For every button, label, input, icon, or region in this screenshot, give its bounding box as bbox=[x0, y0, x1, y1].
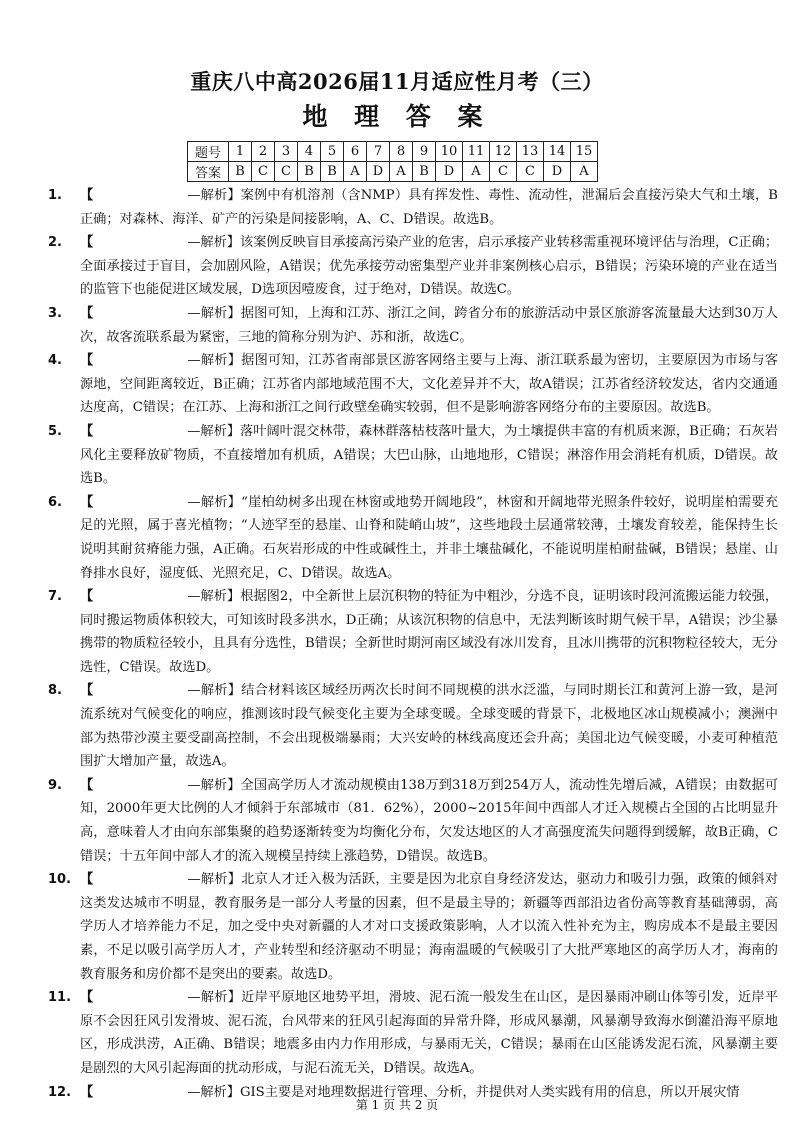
item-bracket: 【 bbox=[80, 872, 94, 888]
answer-cell: B bbox=[298, 162, 321, 182]
answer-table-answer-row bbox=[188, 162, 598, 182]
question-number-cell: 10 bbox=[436, 142, 463, 162]
page-title: 重庆八中高2026届11月适应性月考（三） bbox=[190, 69, 604, 94]
item-bracket: 【 bbox=[80, 990, 94, 1006]
item-tag: —解析】 bbox=[187, 1084, 240, 1100]
item-text: 据图可知，上海和江苏、浙江之间，跨省分布的旅游活动中景区旅游客流量最大达到30万人次，故客流联系最为紧密，三地的简称分别为沪、苏和浙，故选C。 bbox=[80, 305, 779, 345]
explanation-item bbox=[48, 349, 778, 420]
item-number: 4. bbox=[48, 353, 62, 369]
item-number: 3. bbox=[48, 305, 62, 321]
item-text: 全国高学历人才流动规模由138万到318万到254万人，流动性先增后减，A错误；由数据可知，2000年更大比例的人才倾斜于东部城市（81．62%），2000~2015年间中西部人才迁入规模占全国的占比明显升高，意味着人才由向东部集聚的趋势逐渐转变为均衡化分布，欠发达地区的人才高强度流失问题得到缓解，故B正确，C错误；十五年间中部人才的流入规模呈持续上涨趋势，D错误。故选B。 bbox=[80, 777, 779, 864]
explanation-item bbox=[48, 420, 778, 491]
item-text: 根据图2，中全新世上层沉积物的特征为中粗沙，分选不良，证明该时段河流搬运能力较强，同时搬运物质体积较大，可知该时段多洪水，D正确；从该沉积物的信息中，无法判断该时期气候干旱，A错误；沙尘暴携带的物质粒径较小，且具有分选性，B错误；全新世时期河南区域没有冰川发育，且冰川携带的沉积物粒径较大，无分选性，C错误。故选D。 bbox=[80, 589, 779, 675]
page-footer: 第 1 页 共 2 页 bbox=[355, 1098, 439, 1112]
question-number-cell: 3 bbox=[275, 142, 298, 162]
item-tag: —解析】 bbox=[187, 872, 242, 888]
page-subtitle: 地 理 答 案 bbox=[302, 102, 492, 131]
item-bracket: 【 bbox=[80, 353, 94, 369]
item-number: 8. bbox=[48, 683, 62, 699]
item-bracket: 【 bbox=[80, 494, 94, 510]
answer-cell: A bbox=[463, 162, 490, 182]
item-number: 2. bbox=[48, 235, 62, 251]
question-number-cell: 5 bbox=[321, 142, 344, 162]
question-number-cell: 11 bbox=[463, 142, 490, 162]
item-tag: —解析】 bbox=[187, 683, 242, 699]
answer-cell: A bbox=[390, 162, 413, 182]
explanation-item bbox=[48, 302, 778, 349]
explanation-list bbox=[48, 184, 778, 1104]
question-number-cell: 4 bbox=[298, 142, 321, 162]
item-number: 9. bbox=[48, 777, 62, 793]
question-number-cell: 14 bbox=[544, 142, 571, 162]
item-tag: —解析】 bbox=[187, 235, 240, 251]
item-number: 7. bbox=[48, 589, 62, 605]
explanation-item bbox=[48, 868, 778, 986]
item-text: 落叶阔叶混交林带，森林群落枯枝落叶量大，为土壤提供丰富的有机质来源，B正确；石灰岩风化主要释放矿物质，不直接增加有机质，A错误；大巴山脉，山地地形，C错误；淋溶作用会消耗有机质，D错误。故选B。 bbox=[80, 423, 779, 487]
answer-table-row-label: 答案 bbox=[188, 162, 229, 182]
item-bracket: 【 bbox=[80, 235, 94, 251]
item-number: 12. bbox=[48, 1084, 72, 1100]
item-tag: —解析】 bbox=[187, 777, 241, 793]
item-bracket: 【 bbox=[80, 305, 94, 321]
question-number-cell: 8 bbox=[390, 142, 413, 162]
item-tag: —解析】 bbox=[187, 188, 241, 203]
item-bracket: 【 bbox=[80, 1084, 94, 1100]
item-number: 5. bbox=[48, 423, 62, 439]
answer-cell: A bbox=[344, 162, 367, 182]
question-number-cell: 15 bbox=[571, 142, 598, 162]
item-text: 北京人才迁入极为活跃，主要是因为北京自身经济发达，驱动力和吸引力强，政策的倾斜对这类发达城市不明显，教育服务是一部分人考量的因素，但不是最主导的；新疆等西部沿边省份高等教育基础薄弱，高学历人才培养能力不足，加之受中央对新疆的人才对口支援政策影响，人才以流入性补充为主，购房成本不是最主要因素，不足以吸引高学历人才，产业转型和经济驱动不明显；海南温暖的气候吸引了大批严寒地区的高学历人才，海南的教育服务和房价都不是突出的要素。故选D。 bbox=[80, 872, 779, 982]
item-text: 近岸平原地区地势平坦，滑坡、泥石流一般发生在山区，是因暴雨冲刷山体等引发，近岸平原不会因狂风引发滑坡、泥石流，台风带来的狂风引起海面的异常升降，形成风暴潮，风暴潮导致海水倒灌沿海平原地区，形成洪涝，A正确、B错误；地震多由内力作用形成，与暴雨无关，C错误；暴雨在山区能诱发泥石流，风暴潮主要是剧烈的大风引起海面的扰动形成，与泥石流无关，D错误。故选A。 bbox=[80, 990, 779, 1076]
item-number: 10. bbox=[48, 872, 72, 888]
item-bracket: 【 bbox=[80, 683, 94, 699]
question-number-cell: 9 bbox=[413, 142, 436, 162]
answer-cell: C bbox=[275, 162, 298, 182]
answer-cell: B bbox=[321, 162, 344, 182]
explanation-item bbox=[48, 986, 778, 1080]
item-bracket: 【 bbox=[80, 423, 94, 439]
item-tag: —解析】 bbox=[187, 494, 242, 510]
answer-cell: B bbox=[413, 162, 436, 182]
answer-cell: C bbox=[490, 162, 517, 182]
item-text: 结合材料该区域经历两次长时间不同规模的洪水泛滥，与同时期长江和黄河上游一致，是河流系统对气候变化的响应，推测该时段气候变化主要为全球变暖。全球变暖的背景下，北极地区冰山规模减小；澳洲中部为热带沙漠主要受副高控制，不会出现极端暴雨；大兴安岭的林线高度还会升高；美国北边气候变暖，小麦可种植范围扩大增加产量，故选A。 bbox=[80, 683, 779, 770]
answer-cell: D bbox=[544, 162, 571, 182]
question-number-cell: 1 bbox=[229, 142, 252, 162]
explanation-item bbox=[48, 774, 778, 868]
answer-table bbox=[187, 141, 598, 182]
question-number-cell: 2 bbox=[252, 142, 275, 162]
item-text: 案例中有机溶剂（含NMP）具有挥发性、毒性、流动性，泄漏后会直接污染大气和土壤，B正确；对森林、海洋、矿产的污染是间接影响，A、C、D错误。故选B。 bbox=[80, 188, 779, 227]
answer-cell: B bbox=[229, 162, 252, 182]
answer-table-row-label: 题号 bbox=[188, 142, 229, 162]
answer-cell: C bbox=[517, 162, 544, 182]
explanation-item bbox=[48, 491, 778, 585]
answer-cell: D bbox=[367, 162, 390, 182]
explanation-item bbox=[48, 679, 778, 773]
item-number: 1. bbox=[48, 188, 62, 203]
answer-cell: C bbox=[252, 162, 275, 182]
item-bracket: 【 bbox=[80, 777, 94, 793]
answer-cell: A bbox=[571, 162, 598, 182]
item-bracket: 【 bbox=[80, 188, 94, 203]
item-bracket: 【 bbox=[80, 589, 94, 605]
item-number: 11. bbox=[48, 990, 72, 1006]
answer-cell: D bbox=[436, 162, 463, 182]
question-number-cell: 7 bbox=[367, 142, 390, 162]
question-number-cell: 12 bbox=[490, 142, 517, 162]
item-tag: —解析】 bbox=[187, 589, 241, 605]
item-tag: —解析】 bbox=[187, 990, 242, 1006]
item-text: GIS主要是对地理数据进行管理、分析，并提供对人类实践有用的信息，所以开展灾情 bbox=[239, 1084, 740, 1100]
item-text: 据图可知，江苏省南部景区游客网络主要与上海、浙江联系最为密切，主要原因为市场与客源地，空间距离较近，B正确；江苏省内部地域范围不大，文化差异并不大，故A错误；江苏省经济较发达，省内交通通达度高，C错误；在江苏、上海和浙江之间行政壁垒确实较弱，但不是影响游客网络分布的主要原因。故选B。 bbox=[80, 353, 779, 416]
item-tag: —解析】 bbox=[187, 305, 241, 321]
question-number-cell: 6 bbox=[344, 142, 367, 162]
explanation-item bbox=[48, 585, 778, 679]
item-tag: —解析】 bbox=[187, 423, 241, 439]
item-text: “崖柏幼树多出现在林窗或地势开阔地段”，林窗和开阔地带光照条件较好，说明崖柏需要充足的光照，属于喜光植物；“人迹罕至的悬崖、山脊和陡峭山坡”，这些地段土层通常较薄，土壤发育较差，能保持生长说明其耐贫瘠能力强，A正确。石灰岩形成的中性或碱性土，并非土壤盐碱化，不能说明崖柏耐盐碱，B错误；悬崖、山脊排水良好，湿度低、光照充足，C、D错误。故选A。 bbox=[80, 494, 779, 581]
item-text: 该案例反映盲目承接高污染产业的危害，启示承接产业转移需重视环境评估与治理，C正确；全面承接过于盲目，会加剧风险，A错误；优先承接劳动密集型产业并非案例核心启示，B错误；污染环境的产业在适当的监管下也能促进区域发展，D选项因噎废食，过于绝对，D错误。故选C。 bbox=[80, 235, 779, 298]
answer-table-number-row bbox=[188, 142, 598, 162]
item-tag: —解析】 bbox=[187, 353, 242, 369]
question-number-cell: 13 bbox=[517, 142, 544, 162]
explanation-item bbox=[48, 231, 778, 302]
explanation-item bbox=[48, 184, 778, 231]
item-number: 6. bbox=[48, 494, 62, 510]
